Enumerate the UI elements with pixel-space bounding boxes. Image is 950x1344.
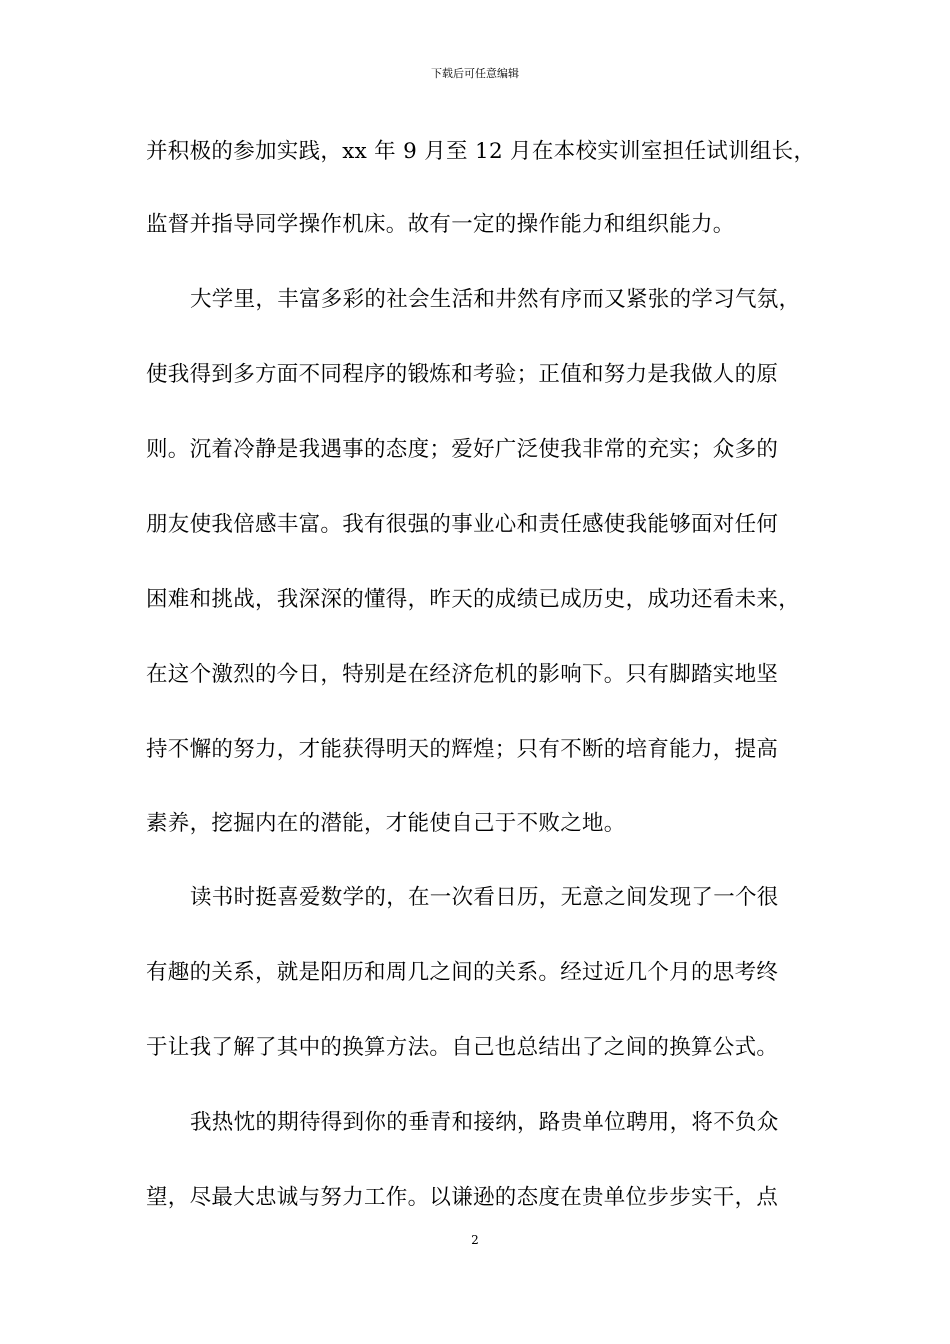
text-line: 使我得到多方面不同程序的锻炼和考验；正值和努力是我做人的原 [146, 362, 779, 387]
text-line: 则。沉着冷静是我遇事的态度；爱好广泛使我非常的充实；众多的 [146, 437, 779, 462]
text-line: 朋友使我倍感丰富。我有很强的事业心和责任感使我能够面对任何 [146, 512, 779, 537]
text-line: 在这个激烈的今日，特别是在经济危机的影响下。只有脚踏实地坚 [146, 662, 779, 687]
text-line: 持不懈的努力，才能获得明天的辉煌；只有不断的培育能力，提高 [146, 737, 779, 762]
text-line: 于让我了解了其中的换算方法。自己也总结出了之间的换算公式。 [146, 1035, 779, 1060]
text-line: 我热忱的期待得到你的垂青和接纳，路贵单位聘用，将不负众 [190, 1110, 779, 1135]
page-number: 2 [471, 1233, 479, 1247]
text-line: 并积极的参加实践，xx 年 9 月至 12 月在本校实训室担任试训组长， [146, 139, 816, 164]
text-line: 有趣的关系，就是阳历和周几之间的关系。经过近几个月的思考终 [146, 960, 779, 985]
text-line: 望，尽最大忠诚与努力工作。以谦逊的态度在贵单位步步实干，点 [146, 1185, 779, 1210]
text-line: 监督并指导同学操作机床。故有一定的操作能力和组织能力。 [146, 212, 735, 237]
text-line: 读书时挺喜爱数学的，在一次看日历，无意之间发现了一个很 [190, 885, 779, 910]
text-line: 困难和挑战，我深深的懂得，昨天的成绩已成历史，成功还看未来， [146, 587, 801, 612]
text-line: 大学里，丰富多彩的社会生活和井然有序而又紧张的学习气氛， [190, 287, 801, 312]
page-header: 下载后可任意编辑 [431, 67, 519, 80]
text-line: 素养，挖掘内在的潜能，才能使自己于不败之地。 [146, 811, 626, 836]
